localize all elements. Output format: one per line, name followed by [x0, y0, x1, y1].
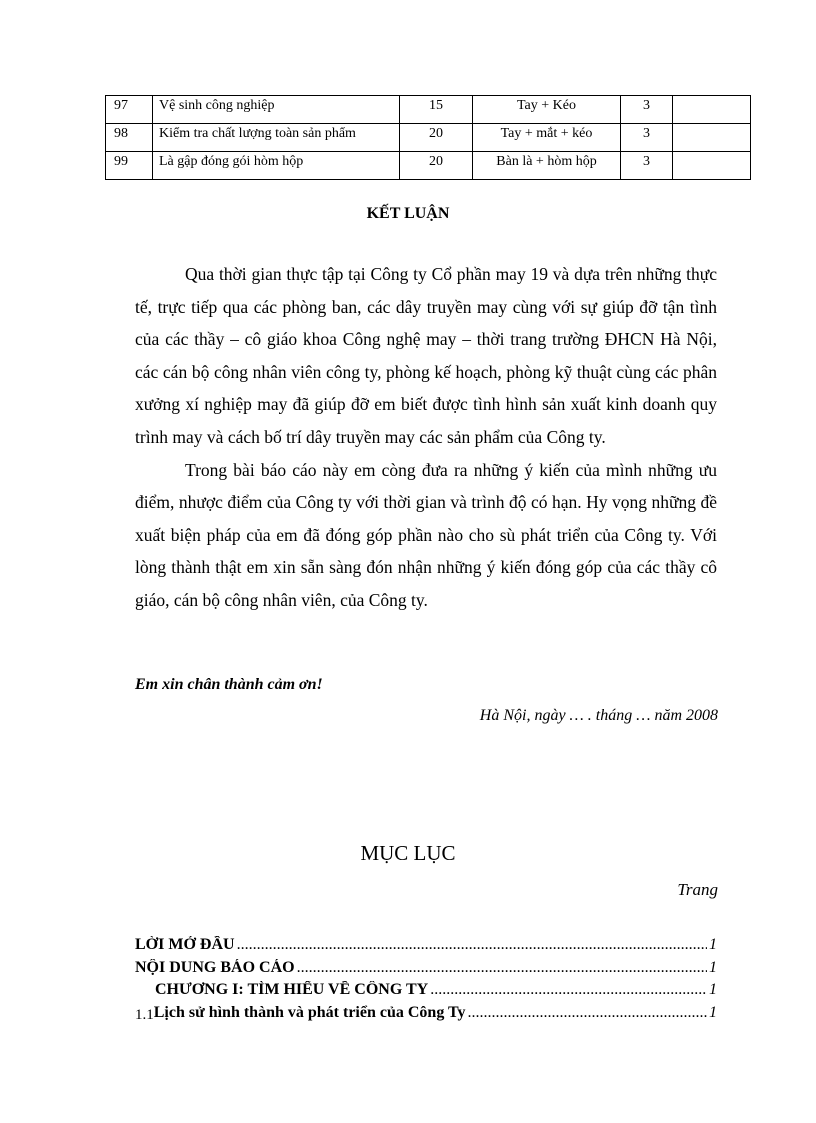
toc-entry-page: 1	[709, 958, 717, 976]
toc-entry-page: 1	[709, 1003, 717, 1021]
operation-name: Kiểm tra chất lượng toàn sản phẩm	[153, 124, 400, 152]
operation-grade: 3	[621, 124, 673, 152]
date-line: Hà Nội, ngày … . tháng … năm 2008	[479, 707, 718, 724]
operation-time: 15	[400, 96, 473, 124]
operation-name: Vệ sinh công nghiệp	[153, 96, 400, 124]
operation-time: 20	[400, 124, 473, 152]
row-number: 97	[106, 96, 153, 124]
conclusion-heading: KẾT LUẬN	[366, 205, 450, 222]
toc-leader-dots	[468, 1004, 707, 1022]
operation-name: Là gập đóng gói hòm hộp	[153, 152, 400, 180]
operation-equipment: Bàn là + hòm hộp	[473, 152, 621, 180]
toc-entry[interactable]	[135, 936, 717, 959]
operations-table	[105, 95, 751, 180]
row-number: 98	[106, 124, 153, 152]
row-number: 99	[106, 152, 153, 180]
operation-note	[673, 124, 751, 152]
toc-leader-dots	[297, 959, 707, 977]
toc-entry-label: NỘI DUNG BÁO CÁO	[135, 958, 295, 976]
toc-entry-label: Lịch sử hình thành và phát triển của Công Ty	[153, 1003, 466, 1021]
toc-entry[interactable]	[135, 1004, 717, 1027]
operation-grade: 3	[621, 96, 673, 124]
conclusion-body	[135, 258, 717, 617]
toc-leader-dots	[430, 981, 707, 999]
table-row	[106, 152, 751, 180]
toc-entry[interactable]	[135, 959, 717, 982]
operation-note	[673, 96, 751, 124]
conclusion-paragraph: Trong bài báo cáo này em còng đưa ra những ý kiến của mình những ưu điểm, nhược điểm của Công ty với thời gian và trình độ có hạn. Hy vọng những đề xuất biện pháp của em đã đóng góp phần nào cho sù phát triển của Công ty. Với lòng thành thật em xin sẵn sàng đón nhận những ý kiến đóng góp của các thầy cô giáo, cán bộ công nhân viên, của Công ty.	[135, 459, 717, 610]
toc-entry[interactable]	[135, 981, 717, 1004]
operation-equipment: Tay + mắt + kéo	[473, 124, 621, 152]
toc-entry-label: CHƯƠNG I: TÌM HIỂU VỀ CÔNG TY	[155, 981, 429, 998]
toc-heading: MỤC LỤC	[360, 841, 456, 865]
table-row	[106, 124, 751, 152]
thanks-line: Em xin chân thành cảm ơn!	[135, 676, 323, 693]
toc-entry-page: 1	[709, 981, 717, 998]
table-of-contents	[135, 936, 717, 1026]
operation-note	[673, 152, 751, 180]
conclusion-paragraph: Qua thời gian thực tập tại Công ty Cổ phần may 19 và dựa trên những thực tế, trực tiếp qua các phòng ban, các dây truyền may cùng với sự giúp đỡ tận tình của các thầy – cô giáo khoa Công nghệ may – thời trang trường ĐHCN Hà Nội, các cán bộ công nhân viên công ty, phòng kế hoạch, phòng kỹ thuật cùng các phân xưởng xí nghiệp may đã giúp đỡ em biết được tình hình sản xuất kinh doanh quy trình may và cách bố trí dây truyền may các sản phẩm của Công ty.	[135, 264, 717, 447]
operation-grade: 3	[621, 152, 673, 180]
toc-page-column-label: Trang	[677, 880, 718, 899]
toc-leader-dots	[237, 936, 707, 954]
toc-entry-page: 1	[709, 936, 717, 953]
operation-equipment: Tay + Kéo	[473, 96, 621, 124]
toc-entry-number: 1.1	[135, 1006, 154, 1023]
table-row	[106, 96, 751, 124]
operations-table-wrapper	[105, 95, 750, 180]
toc-entry-label: LỜI MỞ ĐẦU	[135, 936, 235, 953]
operation-time: 20	[400, 152, 473, 180]
